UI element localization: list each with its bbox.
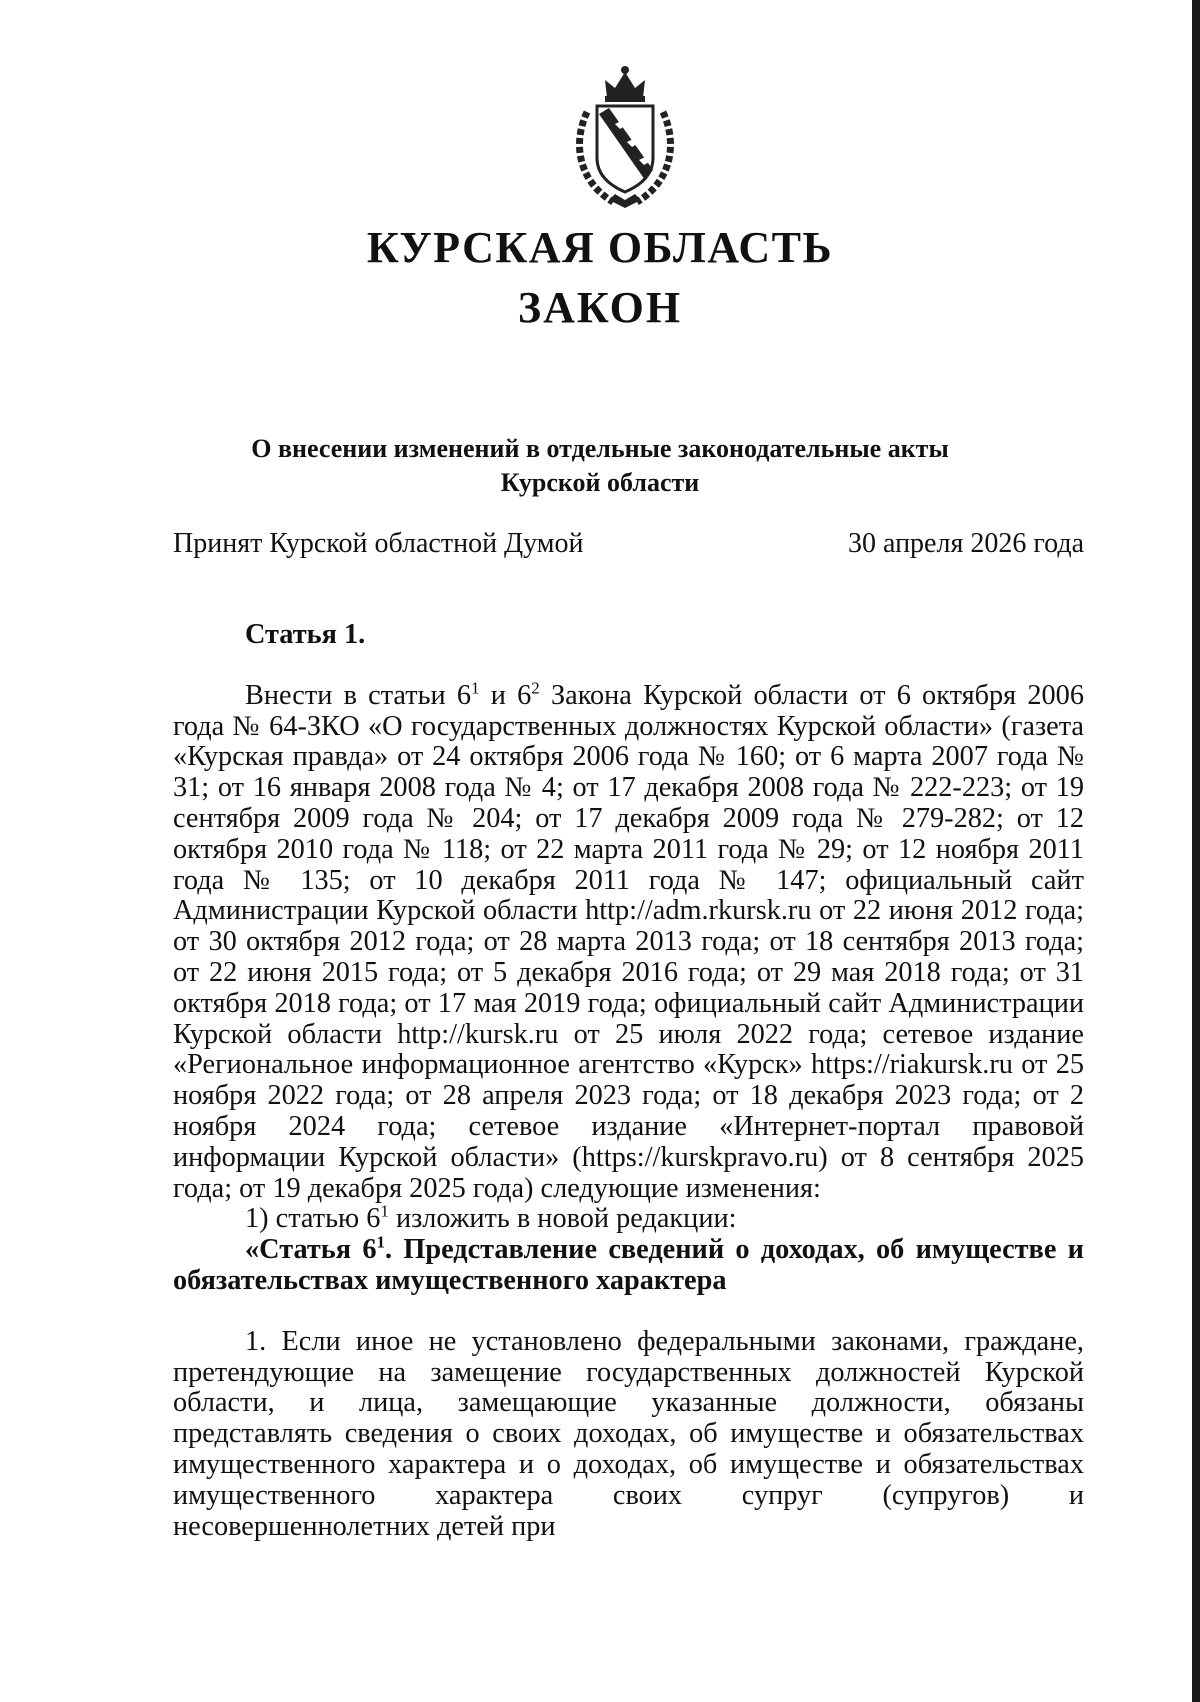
article-intro-paragraph: Внести в статьи $6^1$ и $6^2$ Закона Курской области от 6 октября 2006 года № 64-ЗКО «О государственных должностях Курской области» (газета «Курская правда» от 24 октября 2006 года № 160; от 6 марта 2007 года № 31; от 16 января 2008 года № 4; от 17 декабря 2008 года № 222-223; от 19 сентября 2009 года № 204; от 17 декабря 2009 года № 279-282; от 12 октября 2010 года № 118; от 22 марта 2011 года № 29; от 12 ноября 2011 года № 135; от 10 декабря 2011 года № 147; официальный сайт Администрации Курской области http://adm.rkursk.ru от 22 июня 2012 года; от 30 октября 2012 года; от 28 марта 2013 года; от 18 сентября 2013 года; от 22 июня 2015 года; от 5 декабря 2016 года; от 29 мая 2018 года; от 31 октября 2018 года; от 17 мая 2019 года; официальный сайт Администрации Курской области http://kursk.ru от 25 июля 2022 года; сетевое издание «Региональное информационное агентство «Курск» https://riakursk.ru от 25 ноября 2022 года; от 28 апреля 2023 года; от 18 декабря 2023 года; от 2 ноября 2024 года; сетевое издание «Интернет-портал правовой информации Курской области» (https://kurskpravo.ru) от 8 сентября 2025 года; от 19 декабря 2025 года) следующие изменения: xyxy=(173,678,1084,1204)
adoption-date: 30 апреля 2026 года xyxy=(848,528,1084,559)
document-type: ЗАКОН xyxy=(517,283,683,332)
law-title xyxy=(0,432,1200,500)
new-article-heading: «Статья $6^1$. Представление сведений о доходах, об имуществе и обязательствах имущественного характера xyxy=(173,1232,1084,1296)
article-heading: Статья 1. xyxy=(245,619,366,650)
region-name: КУРСКАЯ ОБЛАСТЬ xyxy=(366,223,834,272)
new-article-paragraph-1: 1. Если иное не установлено федеральными законами, граждане, претендующие на замещение государственных должностей Курской области, и лица, замещающие указанные должности, обязаны представлять сведения о своих доходах, об имуществе и обязательствах имущественного характера и о доходах, об имуществе и обязательствах имущественного характера своих супруг (супругов) и несовершеннолетних детей при xyxy=(173,1325,1084,1542)
kursk-coat-of-arms-icon xyxy=(565,62,685,210)
law-title-line-1: О внесении изменений в отдельные законодательные акты xyxy=(251,434,949,463)
adopted-by: Принят Курской областной Думой xyxy=(173,528,584,559)
spacer xyxy=(173,1297,1084,1327)
law-body xyxy=(173,620,1084,1542)
amendment-item-1: 1) статью $6^1$ изложить в новой редакции: xyxy=(245,1201,737,1235)
law-title-line-2: Курской области xyxy=(500,468,700,497)
